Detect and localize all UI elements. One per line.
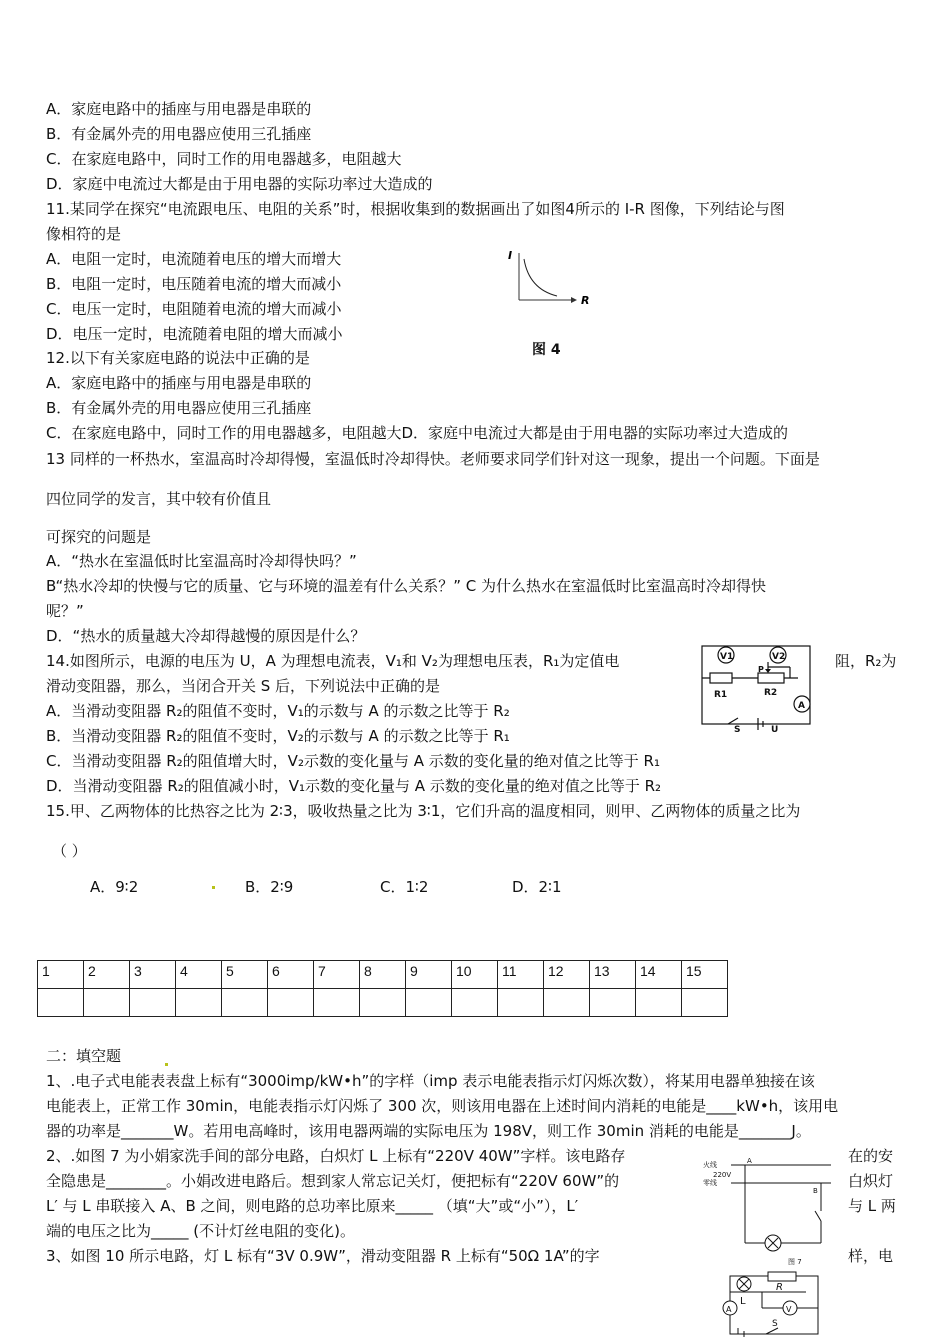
answer-header-cell: 12	[544, 961, 590, 989]
q13-stem-cont: 四位同学的发言，其中较有价值且	[46, 490, 272, 508]
answer-cell[interactable]	[590, 989, 636, 1017]
q10-option-b: B．有金属外壳的用电器应使用三孔插座	[46, 125, 312, 143]
answer-cell[interactable]	[682, 989, 728, 1017]
q15-option-b: B．2∶9	[245, 878, 294, 896]
axis-r-label: R	[581, 294, 590, 307]
answer-header-cell: 5	[222, 961, 268, 989]
fig14-p-label: P	[758, 665, 764, 674]
q11-option-a: A．电阻一定时，电流随着电压的增大而增大	[46, 250, 342, 268]
answer-cell[interactable]	[406, 989, 452, 1017]
q14-stem-cont: 滑动变阻器，那么，当闭合开关 S 后，下列说法中正确的是	[46, 677, 441, 695]
answer-cell[interactable]	[130, 989, 176, 1017]
answer-cell[interactable]	[84, 989, 130, 1017]
answer-cell[interactable]	[314, 989, 360, 1017]
answer-table	[37, 960, 728, 1017]
fig10-v-label: V	[786, 1305, 792, 1314]
answer-cell[interactable]	[452, 989, 498, 1017]
answer-header-cell: 13	[590, 961, 636, 989]
answer-cell[interactable]	[636, 989, 682, 1017]
fill1-line1: 1、.电子式电能表表盘上标有“3000imp/kW•h”的字样（imp 表示电能表指示灯闪烁次数），将某用电器单独接在该	[46, 1072, 815, 1090]
figure-7-caption: 图 7	[788, 1258, 802, 1266]
fill2-line3: L′ 与 L 串联接入 A、B 之间，则电路的总功率比原来_____ （填“大”或“小”），L′	[46, 1197, 579, 1215]
q13-option-d: D．“热水的质量越大冷却得越慢的原因是什么？	[46, 627, 366, 645]
q13-option-a: A．“热水在室温低时比室温高时冷却得快吗？”	[46, 552, 357, 570]
fig14-u-label: U	[771, 725, 779, 734]
fig10-a-label: A	[726, 1305, 732, 1314]
fig10-r-label: R	[776, 1282, 783, 1293]
fill2-line4: 端的电压之比为_____ (不计灯丝电阻的变化)。	[46, 1222, 355, 1240]
q15-paren: （ ）	[52, 842, 87, 860]
answer-header-cell: 8	[360, 961, 406, 989]
figure-10-circuit	[716, 1268, 831, 1338]
q14-option-d: D．当滑动变阻器 R₂的阻值减小时，V₁示数的变化量与 A 示数的变化量的绝对值之比等于 R₂	[46, 777, 662, 795]
fig14-v2-label: V2	[772, 652, 786, 662]
figure-4-ir-graph	[505, 245, 600, 315]
fill2-line1-tail: 在的安	[848, 1147, 894, 1165]
fig10-l-label: L	[740, 1296, 746, 1307]
q12-option-b: B．有金属外壳的用电器应使用三孔插座	[46, 399, 312, 417]
answer-header-cell: 14	[636, 961, 682, 989]
answer-header-cell: 11	[498, 961, 544, 989]
q12-option-a: A．家庭电路中的插座与用电器是串联的	[46, 374, 312, 392]
q13-stem: 13 同样的一杯热水，室温高时冷却得慢，室温低时冷却得快。老师要求同学们针对这一现象，提出一个问题。下面是	[46, 450, 820, 468]
answer-header-cell: 2	[84, 961, 130, 989]
answer-header-cell: 10	[452, 961, 498, 989]
q14-option-a: A．当滑动变阻器 R₂的阻值不变时，V₁的示数与 A 的示数之比等于 R₂	[46, 702, 510, 720]
answer-header-cell: 15	[682, 961, 728, 989]
fig14-r1-label: R1	[714, 690, 728, 700]
q15-option-d: D．2∶1	[512, 878, 562, 896]
fill2-line3-tail: 与 L 两	[848, 1197, 896, 1215]
answer-cell[interactable]	[222, 989, 268, 1017]
q10-option-d: D．家庭中电流过大都是由于用电器的实际功率过大造成的	[46, 175, 433, 193]
answer-cell[interactable]	[544, 989, 590, 1017]
fig14-r2-label: R2	[764, 688, 778, 698]
fig14-s-label: S	[734, 725, 741, 734]
q11-stem: 11.某同学在探究“电流跟电压、电阻的关系”时，根据收集到的数据画出了如图4所示的 I-R 图像，下列结论与图	[46, 200, 785, 218]
fill2-line2: 全隐患是________。小娟改进电路后。想到家人常忘记关灯，便把标有“220V 60W”的	[46, 1172, 620, 1190]
answer-cell[interactable]	[38, 989, 84, 1017]
fig14-v1-label: V1	[720, 652, 734, 662]
q14-option-c: C．当滑动变阻器 R₂的阻值增大时，V₂示数的变化量与 A 示数的变化量的绝对值之比等于 R₁	[46, 752, 660, 770]
q10-option-c: C．在家庭电路中，同时工作的用电器越多，电阻越大	[46, 150, 402, 168]
fig10-s-label: S	[772, 1319, 778, 1329]
section2-title: 二：填空题	[46, 1047, 122, 1065]
q11-option-c: C．电压一定时，电阻随着电流的增大而减小	[46, 300, 342, 318]
answer-header-cell: 6	[268, 961, 314, 989]
q10-option-a: A．家庭电路中的插座与用电器是串联的	[46, 100, 312, 118]
q11-option-d: D．电压一定时，电流随着电阻的增大而减小	[46, 325, 343, 343]
fill3-line1: 3、如图 10 所示电路，灯 L 标有“3V 0.9W”，滑动变阻器 R 上标有“50Ω 1A”的字	[46, 1247, 600, 1265]
fill1-line3: 器的功率是_______W。若用电高峰时，该用电器两端的实际电压为 198V，则工作 30min 消耗的电能是_______J。	[46, 1122, 811, 1140]
fill2-line2-tail: 白炽灯	[848, 1172, 894, 1190]
fig7-220v-label: 220V	[713, 1171, 732, 1179]
q14-option-b: B．当滑动变阻器 R₂的阻值不变时，V₂的示数与 A 的示数之比等于 R₁	[46, 727, 510, 745]
fig7-b-label: B	[813, 1187, 818, 1195]
fill1-line2: 电能表上，正常工作 30min，电能表指示灯闪烁了 300 次，则该用电器在上述时间内消耗的电能是____kW•h，该用电	[46, 1097, 839, 1115]
answer-cell[interactable]	[268, 989, 314, 1017]
answer-header-cell: 1	[38, 961, 84, 989]
fill2-line1: 2、.如图 7 为小娟家洗手间的部分电路，白炽灯 L 上标有“220V 40W”字样。该电路存	[46, 1147, 626, 1165]
answer-table-header-row	[38, 961, 728, 989]
fig14-a-label: A	[798, 701, 805, 711]
q15-option-c: C．1∶2	[380, 878, 429, 896]
q12-stem: 12.以下有关家庭电路的说法中正确的是	[46, 349, 310, 367]
q14-stem-tail: 阻，R₂为	[835, 652, 897, 670]
q14-stem: 14.如图所示，电源的电压为 U，A 为理想电流表，V₁和 V₂为理想电压表，R₁为定值电	[46, 652, 620, 670]
answer-header-cell: 7	[314, 961, 360, 989]
q13-stem-cont2: 可探究的问题是	[46, 528, 152, 546]
answer-header-cell: 3	[130, 961, 176, 989]
answer-header-cell: 4	[176, 961, 222, 989]
q15-stem: 15.甲、乙两物体的比热容之比为 2∶3，吸收热量之比为 3∶1，它们升高的温度相同，则甲、乙两物体的质量之比为	[46, 802, 801, 820]
fig7-zero-label: 零线	[703, 1179, 717, 1187]
answer-header-cell: 9	[406, 961, 452, 989]
figure-q14-circuit	[698, 642, 818, 734]
figure-4-caption: 图 4	[532, 342, 561, 358]
q11-option-b: B．电阻一定时，电压随着电流的增大而减小	[46, 275, 342, 293]
answer-table-input-row	[38, 989, 728, 1017]
fig7-a-label: A	[747, 1157, 752, 1165]
q13-option-bc: B“热水冷却的快慢与它的质量、它与环境的温差有什么关系？” C 为什么热水在室温低时比室温高时冷却得快	[46, 577, 767, 595]
fig7-fire-label: 火线	[703, 1161, 717, 1169]
q13-option-bc-cont: 呢？”	[46, 602, 84, 620]
answer-cell[interactable]	[360, 989, 406, 1017]
figure-7-circuit	[703, 1155, 835, 1255]
answer-cell[interactable]	[176, 989, 222, 1017]
axis-i-label: I	[508, 249, 513, 262]
q11-stem-cont: 像相符的是	[46, 225, 122, 243]
answer-cell[interactable]	[498, 989, 544, 1017]
q12-option-cd: C．在家庭电路中，同时工作的用电器越多，电阻越大D．家庭中电流过大都是由于用电器的实际功率过大造成的	[46, 424, 789, 442]
q15-option-a: A．9∶2	[90, 878, 139, 896]
fill3-line1-tail: 样，电	[848, 1247, 894, 1265]
